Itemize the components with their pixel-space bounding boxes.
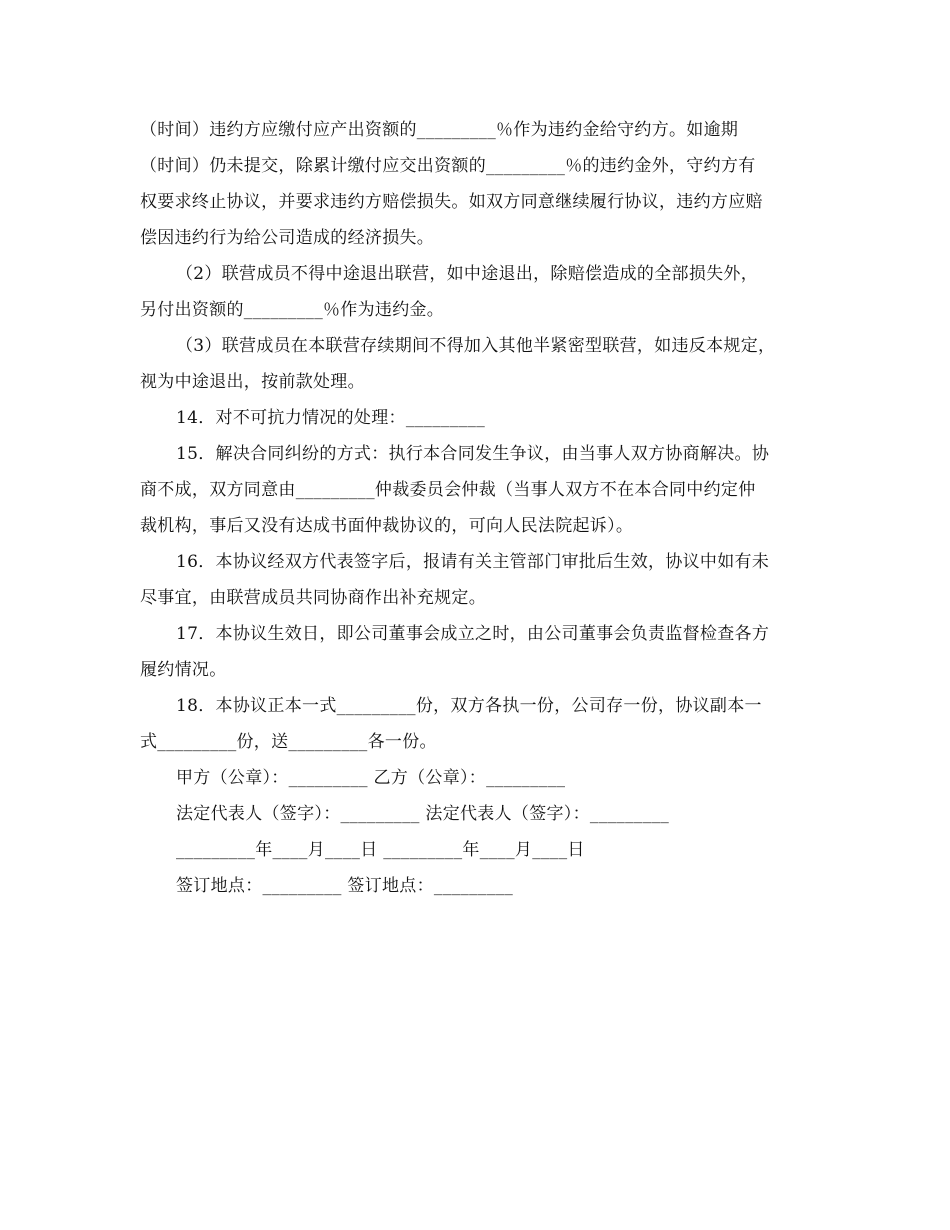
text-line-17: 18．本协议正本一式_________份，双方各执一份，公司存一份，协议副本一 [176, 696, 762, 716]
text-line-19: 甲方（公章）：_________ 乙方（公章）：_________ [176, 768, 566, 788]
text-line-6: 另付出资额的_________％作为违约金。 [140, 300, 445, 320]
text-line-22: 签订地点：_________ 签订地点：_________ [176, 876, 514, 896]
text-line-11: 商不成，双方同意由_________仲裁委员会仲裁（当事人双方不在本合同中约定仲 [140, 480, 756, 500]
text-line-1: （时间）违约方应缴付应产出资额的_________％作为违约金给守约方。如逾期 [140, 120, 739, 140]
text-line-18: 式_________份，送_________各一份。 [140, 732, 437, 752]
text-line-3: 权要求终止协议，并要求违约方赔偿损失。如双方同意继续履行协议，违约方应赔 [140, 192, 763, 212]
text-line-21: _________年____月____日 _________年____月____日 [176, 840, 585, 860]
text-line-5: （2）联营成员不得中途退出联营，如中途退出，除赔偿造成的全部损失外， [176, 264, 759, 284]
text-line-2: （时间）仍未提交，除累计缴付应交出资额的_________％的违约金外，守约方有 [140, 156, 756, 176]
text-line-10: 15．解决合同纠纷的方式：执行本合同发生争议，由当事人双方协商解决。协 [176, 444, 770, 464]
text-line-7: （3）联营成员在本联营存续期间不得加入其他半紧密型联营，如违反本规定， [176, 336, 776, 356]
text-line-14: 尽事宜，由联营成员共同协商作出补充规定。 [140, 588, 486, 608]
text-line-15: 17．本协议生效日，即公司董事会成立之时，由公司董事会负责监督检查各方 [176, 624, 770, 644]
text-line-13: 16．本协议经双方代表签字后，报请有关主管部门审批后生效，协议中如有未 [176, 552, 770, 572]
text-line-9: 14．对不可抗力情况的处理：_________ [176, 408, 486, 428]
text-line-16: 履约情况。 [140, 660, 227, 680]
text-line-12: 裁机构，事后又没有达成书面仲裁协议的，可向人民法院起诉）。 [140, 516, 634, 536]
text-line-8: 视为中途退出，按前款处理。 [140, 372, 365, 392]
text-line-20: 法定代表人（签字）：_________ 法定代表人（签字）：_________ [176, 804, 670, 824]
text-line-4: 偿因违约行为给公司造成的经济损失。 [140, 228, 435, 248]
